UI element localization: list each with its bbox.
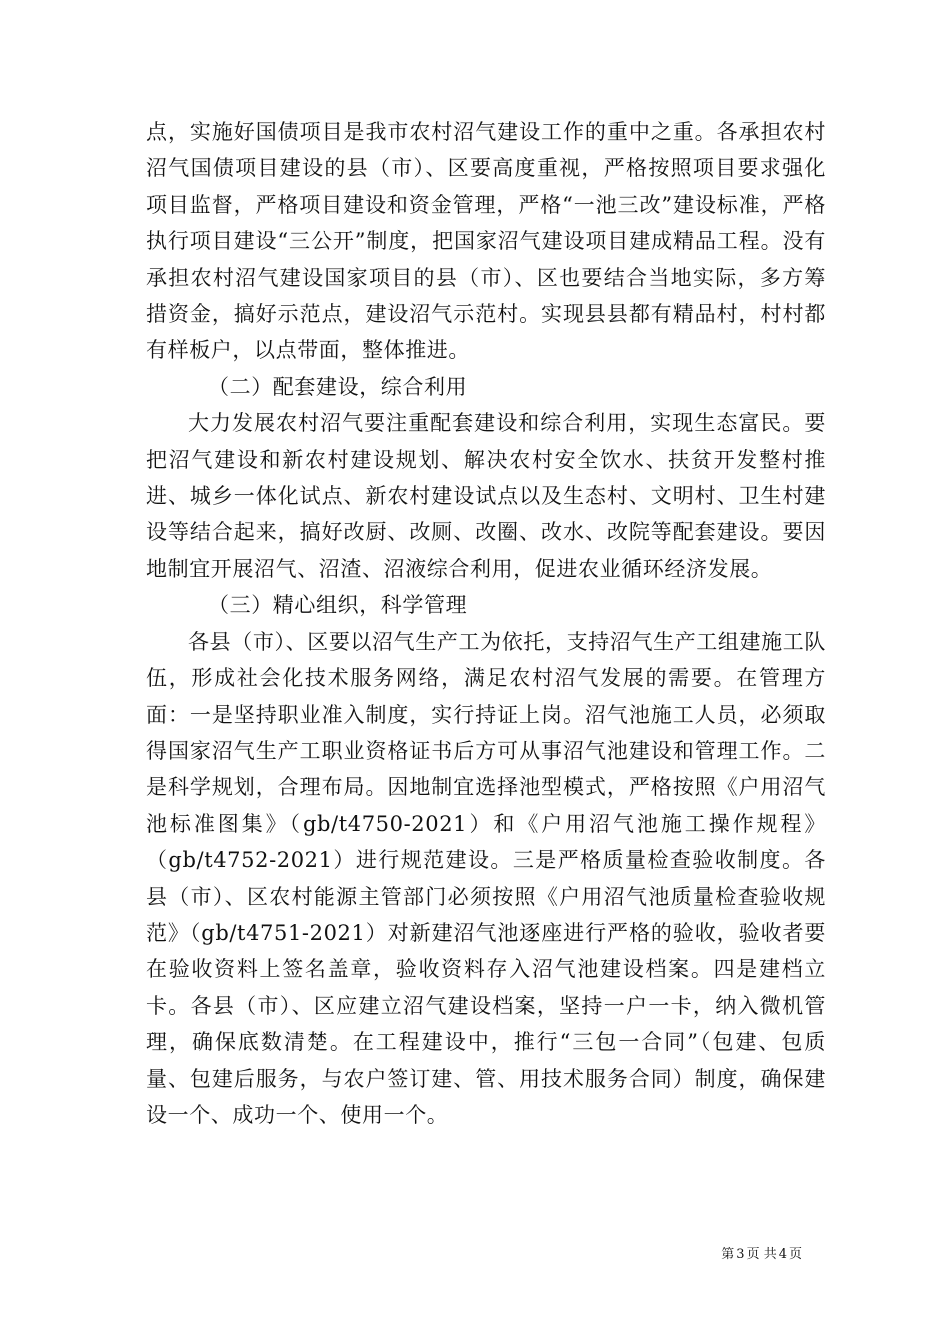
section-heading-3: （三）精心组织，科学管理 [208, 593, 468, 618]
page-number-footer [721, 1247, 802, 1263]
paragraph-continuation: 点，实施好国债项目是我市农村沼气建设工作的重中之重。各承担农村沼气国债项目建设的县（市）、区要高度重视，严格按照项目要求强化项目监督，严格项目建设和资金管理，严格“一池三改”建设标准，严格执行项目建设“三公开”制度，把国家沼气建设项目建成精品工程。没有承担农村沼气建设国家项目的县（市）、区也要结合当地实际，多方筹措资金，搞好示范点，建设沼气示范村。实现县县都有精品村，村村都有样板户，以点带面，整体推进。 [146, 120, 826, 363]
current-page-number: 3 [736, 1247, 745, 1262]
page-suffix: 页 [788, 1247, 802, 1262]
document-body [146, 114, 826, 1133]
page-prefix: 第 [721, 1247, 735, 1262]
total-page-number: 4 [778, 1247, 787, 1262]
section-heading-2: （二）配套建设，综合利用 [208, 374, 468, 399]
paragraph-supporting-construction: 大力发展农村沼气要注重配套建设和综合利用，实现生态富民。要把沼气建设和新农村建设规划、解决农村安全饮水、扶贫开发整村推进、城乡一体化试点、新农村建设试点以及生态村、文明村、卫生村建设等结合起来，搞好改厨、改厕、改圈、改水、改院等配套建设。要因地制宜开展沼气、沼渣、沼液综合利用，促进农业循环经济发展。 [146, 411, 826, 581]
paragraph-organization-management: 各县（市）、区要以沼气生产工为依托，支持沼气生产工组建施工队伍，形成社会化技术服务网络，满足农村沼气发展的需要。在管理方面：一是坚持职业准入制度，实行持证上岗。沼气池施工人员，必须取得国家沼气生产工职业资格证书后方可从事沼气池建设和管理工作。二是科学规划，合理布局。因地制宜选择池型模式，严格按照《户用沼气池标准图集》（gb/t4750-2021）和《户用沼气池施工操作规程》（gb/t4752-2021）进行规范建设。三是严格质量检查验收制度。各县（市）、区农村能源主管部门必须按照《户用沼气池质量检查验收规范》（gb/t4751-2021）对新建沼气池逐座进行严格的验收，验收者要在验收资料上签名盖章，验收资料存入沼气池建设档案。四是建档立卡。各县（市）、区应建立沼气建设档案，坚持一户一卡，纳入微机管理，确保底数清楚。在工程建设中，推行“三包一合同”（包建、包质量、包建后服务，与农户签订建、管、用技术服务合同）制度，确保建设一个、成功一个、使用一个。 [146, 629, 826, 1127]
page-middle-text: 页 共 [746, 1247, 777, 1262]
